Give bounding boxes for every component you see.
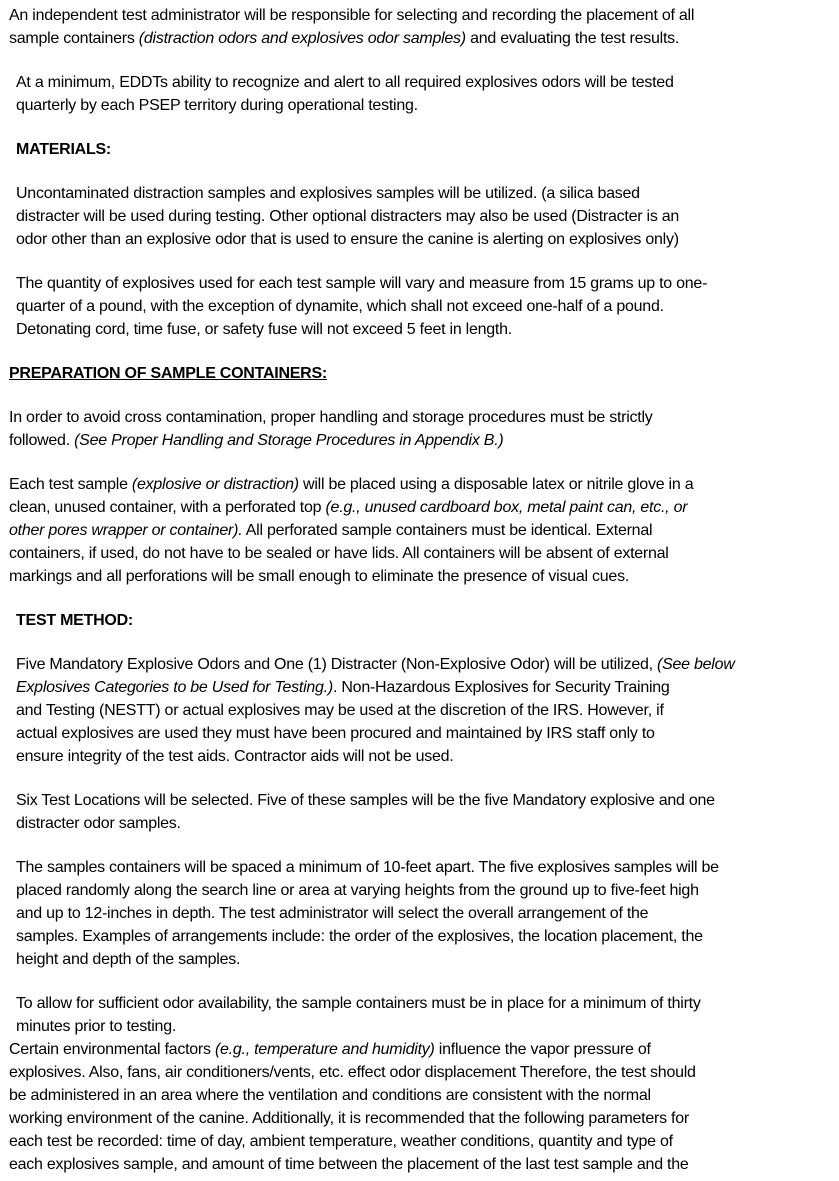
text-span: At a minimum, EDDTs ability to recognize and alert to all required explosives odors will be tested [16,74,674,91]
italic-text: (explosive or distraction) [131,476,299,493]
text-span: All perforated sample containers must be identical. External [242,522,653,539]
text-line [16,318,839,341]
text-line [9,4,839,27]
text-line [16,992,839,1015]
text-span: quarterly by each PSEP territory during operational testing. [16,97,418,114]
text-line [16,879,839,902]
text-span: PREPARATION OF SAMPLE CONTAINERS: [9,365,327,382]
text-span: Uncontaminated distraction samples and explosives samples will be utilized. (a silica based [16,185,640,202]
test-method-availability-paragraph [0,992,839,1038]
preparation-contamination-paragraph [0,406,839,452]
text-span: each test be recorded: time of day, ambient temperature, weather conditions, quantity and type of [9,1133,673,1150]
text-line [16,1015,839,1038]
text-line [16,71,839,94]
text-line [16,295,839,318]
text-span: distracter will be used during testing. Other optional distracters may also be used (Distracter is an [16,208,680,225]
text-span: ensure integrity of the test aids. Contractor aids will not be used. [16,748,454,765]
text-span: working environment of the canine. Additionally, it is recommended that the following parameters for [9,1110,689,1127]
text-line [16,228,839,251]
test-method-locations-paragraph [0,789,839,835]
text-span: sample containers [9,30,139,47]
text-span: will be placed using a disposable latex or nitrile glove in a [298,476,694,493]
text-span: In order to avoid cross contamination, proper handling and storage procedures must be strictly [9,409,653,426]
text-span: minutes prior to testing. [16,1018,177,1035]
text-line [9,406,839,429]
test-method-heading [0,609,839,632]
test-method-spacing-paragraph [0,856,839,971]
text-line [9,1153,839,1176]
text-span: Detonating cord, time fuse, or safety fuse will not exceed 5 feet in length. [16,321,512,338]
text-span: TEST METHOD: [16,612,133,629]
text-span: and up to 12-inches in depth. The test administrator will select the overall arrangement of the [16,905,649,922]
text-span: To allow for sufficient odor availability, the sample containers must be in place for a minimum of thirty [16,995,701,1012]
text-span: The samples containers will be spaced a minimum of 10-feet apart. The five explosives samples will be [16,859,719,876]
text-line [9,473,839,496]
text-line [9,1107,839,1130]
italic-text: (e.g., temperature and humidity) [214,1041,435,1058]
text-span: influence the vapor pressure of [434,1041,651,1058]
text-line [16,856,839,879]
text-line [16,699,839,722]
text-span: and evaluating the test results. [465,30,680,47]
text-span: markings and all perforations will be small enough to eliminate the presence of visual cues. [9,568,630,585]
preparation-heading [0,362,839,385]
text-line [16,812,839,835]
text-span: containers, if used, do not have to be sealed or have lids. All containers will be absent of external [9,545,669,562]
text-span: followed. [9,432,75,449]
text-span: Each test sample [9,476,132,493]
materials-samples-paragraph [0,182,839,251]
text-line [16,902,839,925]
test-method-odors-paragraph [0,653,839,768]
italic-text: Explosives Categories to be Used for Testing.) [16,679,333,696]
text-line [16,94,839,117]
text-line [9,496,839,519]
text-line [16,609,839,632]
text-span: clean, unused container, with a perforated top [9,499,326,516]
italic-text: (See below [657,656,735,673]
text-line [9,1084,839,1107]
text-line [16,925,839,948]
text-line [16,676,839,699]
text-span: An independent test administrator will be responsible for selecting and recording the placement of all [9,7,695,24]
text-line [16,745,839,768]
intro-administrator-paragraph [0,4,839,50]
text-line [9,1130,839,1153]
test-method-environment-paragraph [0,1038,839,1176]
text-line [16,205,839,228]
text-span: explosives. Also, fans, air conditioners/vents, etc. effect odor displacement Therefore, the test should [9,1064,696,1081]
text-line [16,138,839,161]
text-span: . Non-Hazardous Explosives for Security Training [332,679,670,696]
text-line [9,542,839,565]
text-span: be administered in an area where the ventilation and conditions are consistent with the normal [9,1087,651,1104]
text-span: samples. Examples of arrangements include: the order of the explosives, the location placement, the [16,928,703,945]
text-line [16,653,839,676]
text-span: and Testing (NESTT) or actual explosives may be used at the discretion of the IRS. However, if [16,702,664,719]
text-span: Six Test Locations will be selected. Five of these samples will be the five Mandatory explosive and one [16,792,715,809]
text-line [9,429,839,452]
text-line [9,565,839,588]
italic-text: (e.g., unused cardboard box, metal paint can, etc., or [325,499,688,516]
materials-quantity-paragraph [0,272,839,341]
text-span: distracter odor samples. [16,815,181,832]
text-span: odor other than an explosive odor that is used to ensure the canine is alerting on explosives only) [16,231,679,248]
text-span: actual explosives are used they must have been procured and maintained by IRS staff only to [16,725,655,742]
intro-minimum-paragraph [0,71,839,117]
text-span: height and depth of the samples. [16,951,241,968]
text-span: each explosives sample, and amount of time between the placement of the last test sample and the [9,1156,689,1173]
italic-text: (distraction odors and explosives odor samples) [138,30,466,47]
text-span: Five Mandatory Explosive Odors and One (1) Distracter (Non-Explosive Odor) will be utilized, [16,656,657,673]
text-line [16,722,839,745]
italic-text: (See Proper Handling and Storage Procedures in Appendix B.) [74,432,504,449]
materials-heading [0,138,839,161]
text-line [16,789,839,812]
italic-text: other pores wrapper or container). [9,522,243,539]
text-line [9,362,839,385]
preparation-containers-paragraph [0,473,839,588]
text-line [9,27,839,50]
text-line [9,1061,839,1084]
text-line [16,948,839,971]
text-line [9,519,839,542]
text-span: The quantity of explosives used for each test sample will vary and measure from 15 grams up to one- [16,275,708,292]
text-line [9,1038,839,1061]
text-span: Certain environmental factors [9,1041,215,1058]
text-span: quarter of a pound, with the exception of dynamite, which shall not exceed one-half of a pound. [16,298,664,315]
text-span: placed randomly along the search line or area at varying heights from the ground up to five-feet high [16,882,699,899]
text-line [16,182,839,205]
text-line [16,272,839,295]
text-span: MATERIALS: [16,141,111,158]
